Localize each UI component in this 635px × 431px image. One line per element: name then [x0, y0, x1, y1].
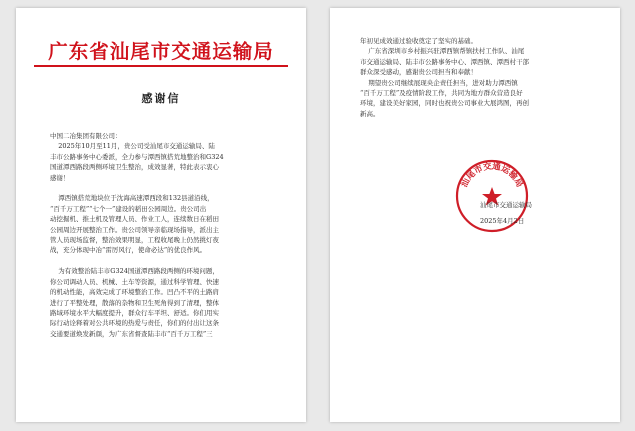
letterhead-title: 广东省汕尾市交通运输局 [48, 40, 274, 63]
page-1-body-line [50, 256, 224, 266]
letterhead-rule [34, 65, 288, 67]
page-2-body-line: 期望贵公司继续展现央企责任担当，进对助力潭西镇 [360, 78, 518, 87]
page-1-body-line: 中国二冶集团有限公司： [50, 132, 122, 140]
page-1-body-line: 进行了平整处理，散落的杂物和卫生死角得到了清理，整体 [50, 298, 219, 307]
letter-page-2 [330, 8, 620, 422]
page-1-body-line: 公园周边开展整治工作。贵公司领导亲临现场指导，派出主 [50, 225, 219, 234]
page-1-body-line: 丰市公路事务中心委派，全力参与潭西镇搭荒地整治和G324 [50, 152, 224, 161]
page-1-body-line [50, 183, 224, 193]
letter-page-1 [16, 8, 306, 422]
signature-date: 2025年4月2日 [480, 217, 525, 225]
page-2-body-line: 新高。 [360, 109, 380, 118]
page-1-body-line: 际行动诠释着对公共环境的热爱与责任，你们的付出让这条 [50, 319, 219, 328]
seal-text: 汕尾市交通运输局 [459, 161, 525, 190]
letter-body-page-1 [50, 131, 224, 339]
page-1-body-line: 交通要道焕发新颜，为广东省督查陆丰市“百千万工程”三 [50, 329, 213, 338]
page-1-body-line: 感谢！ [50, 173, 70, 182]
svg-text:汕尾市交通运输局 [459, 161, 525, 190]
document-title: 感谢信 [141, 92, 181, 105]
page-2-body-line: 广东省深圳市乡村振兴驻潭西镇帮镇扶村工作队、汕尾 [360, 47, 525, 56]
page-1-body-line: 为有效整治陆丰市G324国道潭西路段两侧的环境问题， [50, 267, 219, 276]
page-1-body-line: 你公司调动人员、机械、土车等资源，通过科学管理、快速 [50, 277, 219, 286]
signature-organization: 汕尾市交通运输局 [480, 201, 532, 209]
page-2-body-line: 市交通运输局、陆丰市公路事务中心、潭西镇、潭西村干部 [360, 57, 529, 66]
page-1-body-line: “百千万工程”“七个一”建设的稻田公园周边。贵公司出 [50, 204, 207, 213]
page-2-body-line: 环境，建设美好家园，同时也祝贵公司事业大展鸿图，再创 [360, 99, 529, 108]
page-1-body-line: 国道潭西路段两侧环境卫生整治，成效显著，特此表示衷心 [50, 163, 219, 172]
page-2-body-line: 群众深受感动，感谢贵公司担当和奉献！ [360, 68, 477, 77]
page-1-body-line: 的机动性能，高效完成了环境整治工作。凹凸不平的土路肩 [50, 288, 219, 297]
page-1-body-line: 2025年10月至11月，贵公司受汕尾市交通运输局、陆 [50, 142, 215, 151]
page-2-body-line: “百千万工程”及疫情阶段工作，共同为地方群众营造良好 [360, 89, 523, 98]
page-2-body-line: 年初见成效通过验收奠定了坚实的基础。 [360, 37, 477, 45]
page-1-body-line: 潭西镇搭荒地块位于沈海高速潭西段和132县道沿线， [50, 194, 214, 203]
page-1-body-line: 路域环境水平大幅度提升，群众行车平坦、舒适。你们用实 [50, 308, 219, 317]
letter-body-page-2 [360, 36, 529, 119]
page-1-body-line: 动挖掘机、推土机及管理人员、作业工人，连续数日在稻田 [50, 215, 219, 224]
page-1-body-line: 战，充分体现中冶“雷厉风行，使命必达”的优良作风。 [50, 246, 207, 255]
page-1-body-line: 管人员现场监督，整治效果明显，工程收尾晚上仍然挑灯夜 [50, 236, 219, 245]
